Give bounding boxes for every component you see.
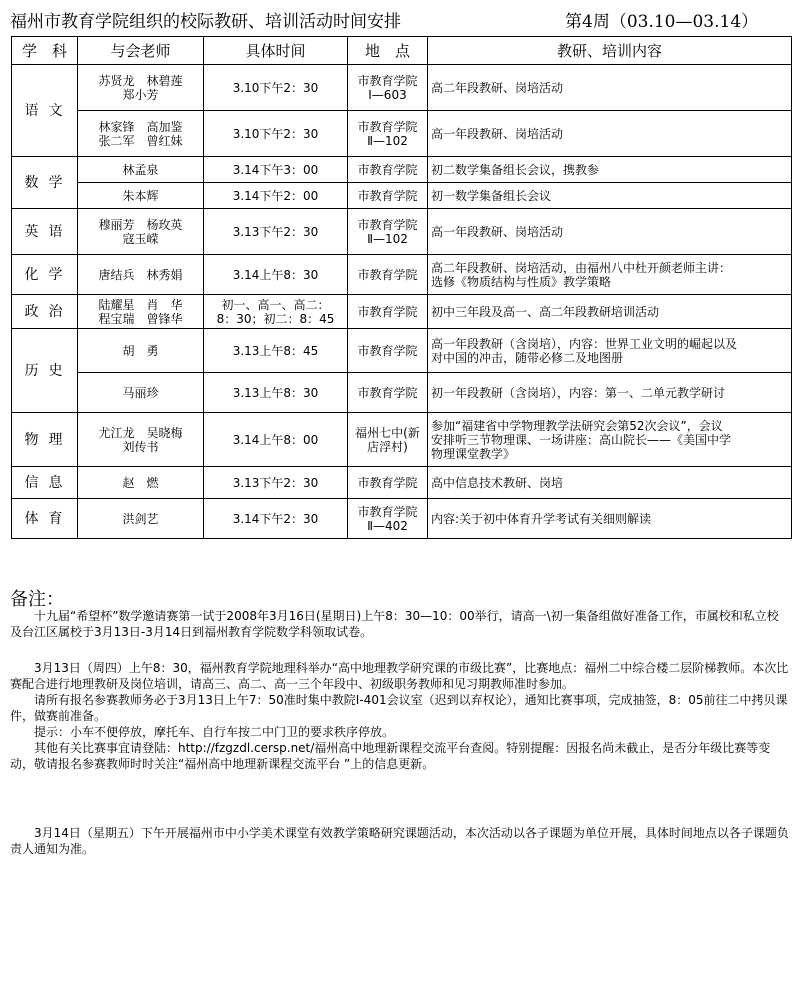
subject-cell: 信息 <box>12 467 78 499</box>
teachers-cell: 林家锋 高加鉴 张二军 曾红妹 <box>78 111 204 157</box>
teachers-cell: 朱本辉 <box>78 183 204 209</box>
content-cell: 高中信息技术教研、岗培 <box>428 467 792 499</box>
table-row <box>12 499 792 539</box>
content-cell: 高一年段教研、岗培活动 <box>428 209 792 255</box>
teachers-cell: 马丽珍 <box>78 373 204 413</box>
notes-title: 备注： <box>10 589 64 610</box>
schedule-table <box>11 36 792 539</box>
time-cell: 3.14下午2：30 <box>204 499 348 539</box>
time-cell: 3.13下午2：30 <box>204 467 348 499</box>
header-time: 具体时间 <box>204 37 348 65</box>
place-cell: 市教育学院 Ⅱ—102 <box>348 111 428 157</box>
time-cell: 3.13下午2：30 <box>204 209 348 255</box>
note-block-3 <box>10 825 790 857</box>
teachers-cell: 赵 燃 <box>78 467 204 499</box>
teachers-cell: 苏贤龙 林碧莲 郑小芳 <box>78 65 204 111</box>
content-cell: 内容:关于初中体育升学考试有关细则解读 <box>428 499 792 539</box>
content-cell: 参加“福建省中学物理教学法研究会第52次会议”，会议 安排听三节物理课、一场讲座：高山院长——《美国中学 物理课堂教学》 <box>428 413 792 467</box>
page-title <box>10 5 790 31</box>
header-place: 地 点 <box>348 37 428 65</box>
table-row <box>12 255 792 295</box>
subject-cell: 政治 <box>12 295 78 329</box>
time-cell: 3.13上午8：45 <box>204 329 348 373</box>
table-row <box>12 329 792 373</box>
note-paragraph: 请所有报名参赛教师务必于3月13日上午7：50准时集中教院I-401会议室（迟到以弃权论），通知比赛事项，完成抽签，8：05前往二中拷贝课件，做赛前准备。 <box>10 693 788 723</box>
table-row <box>12 65 792 111</box>
note-block-2 <box>10 660 790 772</box>
table-row <box>12 111 792 157</box>
table-row <box>12 157 792 183</box>
place-cell: 市教育学院 Ⅱ—102 <box>348 209 428 255</box>
subject-cell: 数学 <box>12 157 78 209</box>
place-cell: 市教育学院 <box>348 467 428 499</box>
place-cell: 福州七中(新 店浮村) <box>348 413 428 467</box>
content-cell: 高二年段教研、岗培活动，由福州八中杜开颜老师主讲： 选修《物质结构与性质》教学策略 <box>428 255 792 295</box>
time-cell: 3.13上午8：30 <box>204 373 348 413</box>
table-header-row <box>12 37 792 65</box>
header-content: 教研、培训内容 <box>428 37 792 65</box>
table-row <box>12 295 792 329</box>
teachers-cell: 洪剑艺 <box>78 499 204 539</box>
title-text: 福州市教育学院组织的校际教研、培训活动时间安排 <box>10 12 401 32</box>
teachers-cell: 尤江龙 吴晓梅 刘传书 <box>78 413 204 467</box>
place-cell: 市教育学院 <box>348 183 428 209</box>
time-cell: 3.10下午2：30 <box>204 111 348 157</box>
subject-cell: 语文 <box>12 65 78 157</box>
note-paragraph: 提示：小车不便停放，摩托车、自行车按二中门卫的要求秩序停放。 <box>34 725 395 739</box>
note-paragraph: 3月13日（周四）上午8：30，福州教育学院地理科举办“高中地理教学研究课的市级比赛”，比赛地点：福州二中综合楼二层阶梯教师。本次比赛配合进行地理教研及岗位培训，请高三、高二、高一三个年段中、初级职务教师和见习期教师准时参加。 <box>10 661 789 691</box>
subject-cell: 英语 <box>12 209 78 255</box>
content-cell: 初一年段教研（含岗培），内容：第一、二单元教学研讨 <box>428 373 792 413</box>
content-cell: 初中三年段及高一、高二年段教研培训活动 <box>428 295 792 329</box>
place-cell: 市教育学院 <box>348 255 428 295</box>
teachers-cell: 穆丽芳 杨玫英 寇玉嵘 <box>78 209 204 255</box>
note-paragraph: 其他有关比赛事宜请登陆：http://fzgzdl.cersp.net/福州高中地理新课程交流平台查阅。特别提醒：因报名尚未截止，是否分年级比赛等变动，敬请报名参赛教师时时关注“福州高中地理新课程交流平台 ”上的信息更新。 <box>10 741 771 771</box>
table-row <box>12 467 792 499</box>
time-cell: 3.14上午8：30 <box>204 255 348 295</box>
table-row <box>12 183 792 209</box>
teachers-cell: 唐结兵 林秀娟 <box>78 255 204 295</box>
content-cell: 高一年段教研、岗培活动 <box>428 111 792 157</box>
note-paragraph: 3月14日（星期五）下午开展福州市中小学美术课堂有效教学策略研究课题活动，本次活动以各子课题为单位开展，具体时间地点以各子课题负责人通知为准。 <box>10 826 789 856</box>
header-subject: 学 科 <box>12 37 78 65</box>
note-paragraph: 十九届“希望杯”数学邀请赛第一试于2008年3月16日(星期日)上午8：30—10：00举行，请高一\初一集备组做好准备工作，市属校和私立校及台江区属校于3月13日-3月14日到福州教育学院数学科领取试卷。 <box>10 609 779 639</box>
content-cell: 高一年段教研（含岗培），内容：世界工业文明的崛起以及 对中国的冲击，随带必修二及地图册 <box>428 329 792 373</box>
time-cell: 3.14下午2：00 <box>204 183 348 209</box>
place-cell: 市教育学院 <box>348 373 428 413</box>
week-label: 第4周（03.10—03.14） <box>565 12 759 32</box>
time-cell: 3.14下午3：00 <box>204 157 348 183</box>
content-cell: 初一数学集备组长会议 <box>428 183 792 209</box>
table-row <box>12 413 792 467</box>
time-cell: 3.14上午8：00 <box>204 413 348 467</box>
header-teachers: 与会老师 <box>78 37 204 65</box>
place-cell: 市教育学院 Ⅱ—402 <box>348 499 428 539</box>
note-block-1 <box>10 608 790 640</box>
place-cell: 市教育学院 <box>348 329 428 373</box>
subject-cell: 物理 <box>12 413 78 467</box>
teachers-cell: 陆耀星 肖 华 程宝瑞 曾锋华 <box>78 295 204 329</box>
subject-cell: 历史 <box>12 329 78 413</box>
content-cell: 初二数学集备组长会议，携教参 <box>428 157 792 183</box>
place-cell: 市教育学院 Ⅰ—603 <box>348 65 428 111</box>
teachers-cell: 林孟泉 <box>78 157 204 183</box>
time-cell: 3.10下午2：30 <box>204 65 348 111</box>
teachers-cell: 胡 勇 <box>78 329 204 373</box>
place-cell: 市教育学院 <box>348 295 428 329</box>
subject-cell: 化学 <box>12 255 78 295</box>
subject-cell: 体育 <box>12 499 78 539</box>
content-cell: 高二年段教研、岗培活动 <box>428 65 792 111</box>
table-row <box>12 373 792 413</box>
time-cell: 初一、高一、高二： 8：30；初二：8：45 <box>204 295 348 329</box>
table-row <box>12 209 792 255</box>
place-cell: 市教育学院 <box>348 157 428 183</box>
